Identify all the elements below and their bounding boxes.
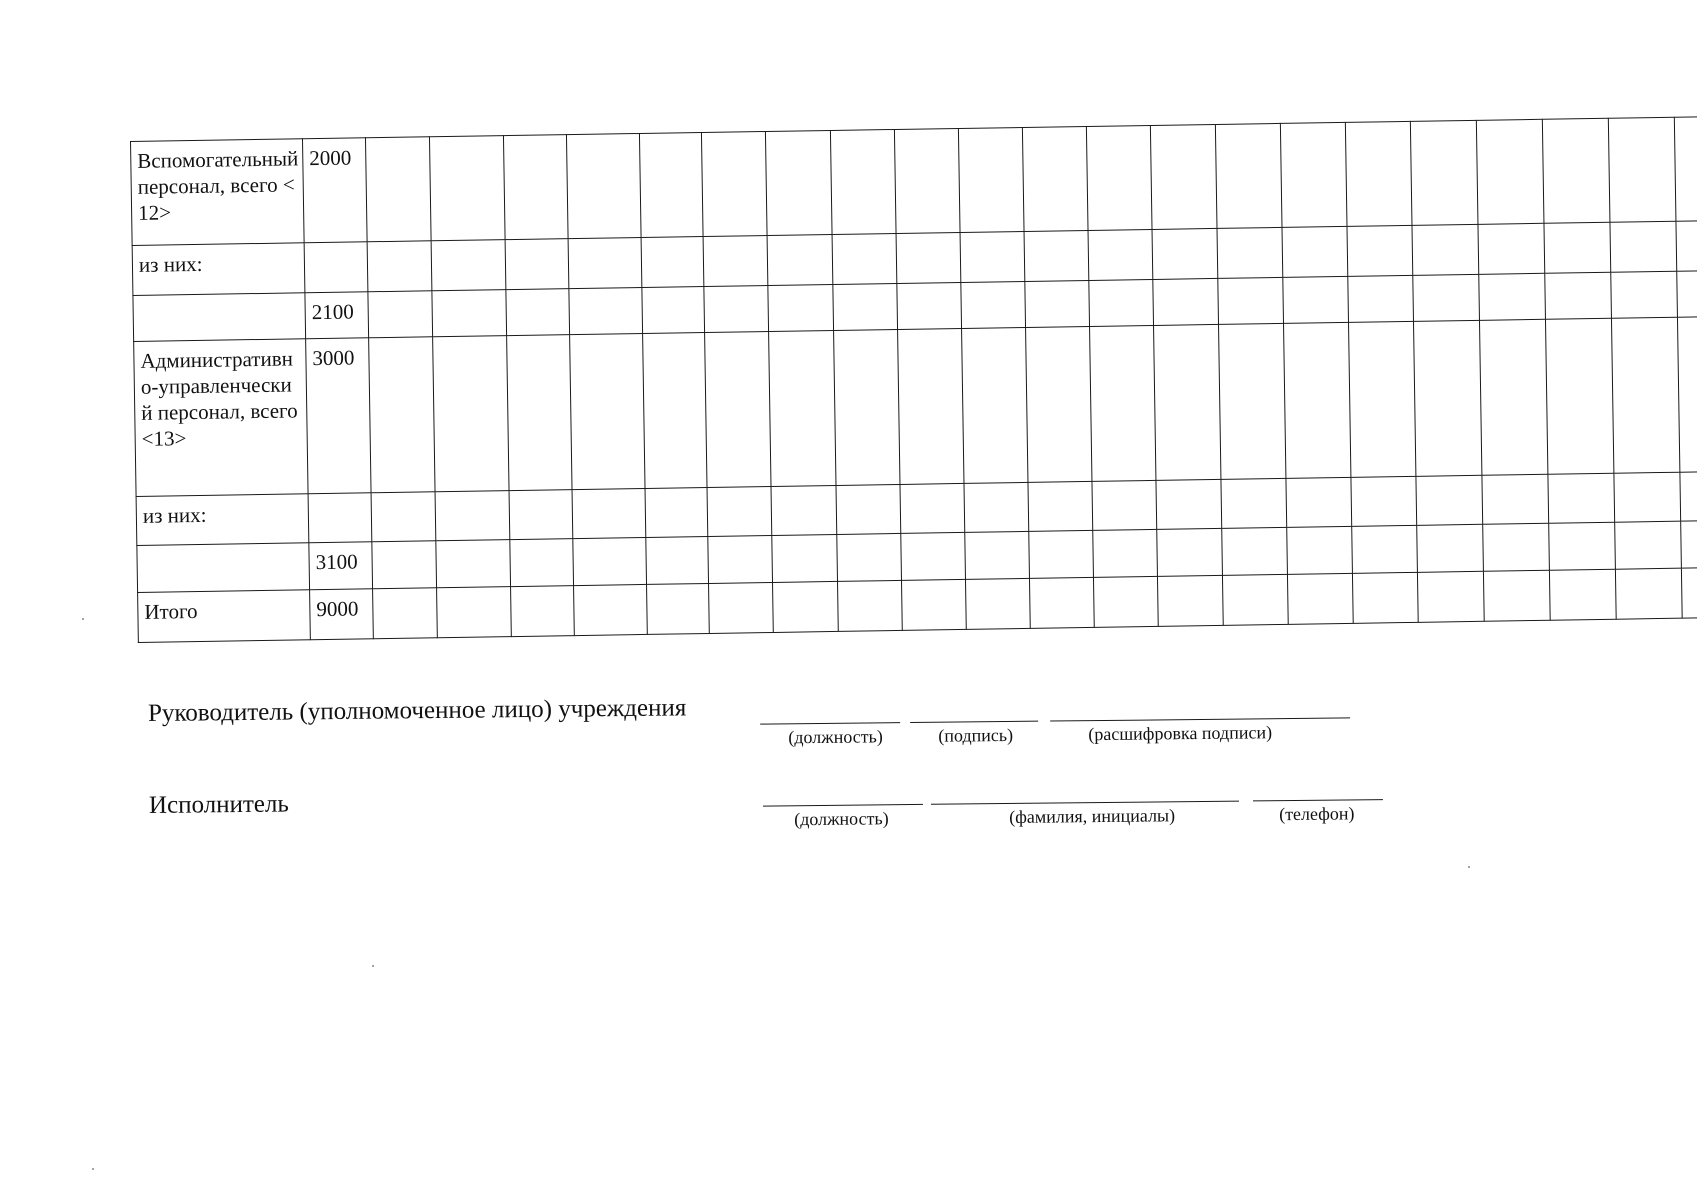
empty-data-cell[interactable] <box>1476 119 1544 224</box>
empty-data-cell[interactable] <box>433 336 509 492</box>
empty-data-cell[interactable] <box>1348 321 1415 477</box>
empty-data-cell[interactable] <box>896 232 961 283</box>
empty-data-cell[interactable] <box>505 239 569 290</box>
empty-data-cell[interactable] <box>1549 522 1616 570</box>
empty-data-cell[interactable] <box>437 587 512 638</box>
row-name-cell <box>131 139 305 246</box>
empty-data-cell[interactable] <box>367 241 432 292</box>
empty-data-cell[interactable] <box>838 580 903 631</box>
empty-data-cell[interactable] <box>1614 472 1681 522</box>
empty-data-cell[interactable] <box>372 541 437 589</box>
empty-data-cell[interactable] <box>574 584 648 635</box>
row-name-text <box>143 549 304 552</box>
empty-data-cell[interactable] <box>1024 230 1089 281</box>
empty-data-cell[interactable] <box>1150 124 1217 229</box>
empty-data-cell[interactable] <box>834 329 900 485</box>
empty-data-cell[interactable] <box>1611 271 1678 318</box>
empty-data-cell[interactable] <box>830 129 896 234</box>
row-code-text <box>311 248 363 249</box>
empty-data-cell[interactable] <box>1677 270 1697 317</box>
empty-data-cell[interactable] <box>1410 120 1478 225</box>
empty-data-cell[interactable] <box>898 328 964 484</box>
empty-data-cell[interactable] <box>709 582 774 633</box>
empty-data-cell[interactable] <box>568 237 642 288</box>
empty-data-cell[interactable] <box>1352 572 1418 623</box>
empty-data-cell[interactable] <box>431 240 506 291</box>
empty-data-cell[interactable] <box>703 236 768 287</box>
head-signature-title: Руководитель (уполномоченное лицо) учреждения <box>147 694 687 727</box>
scan-speck <box>372 965 374 967</box>
empty-data-cell[interactable] <box>1287 526 1353 574</box>
row-code-cell <box>305 292 369 339</box>
empty-data-cell[interactable] <box>639 133 703 238</box>
empty-data-cell[interactable] <box>1282 226 1348 277</box>
empty-data-cell[interactable] <box>511 586 575 637</box>
empty-data-cell[interactable] <box>1287 573 1353 624</box>
head-position-caption: (должность) <box>788 726 883 748</box>
row-code-text: 3100 <box>315 549 358 575</box>
empty-data-cell[interactable] <box>572 488 646 538</box>
empty-data-cell[interactable] <box>1284 322 1351 478</box>
empty-data-cell[interactable] <box>1154 324 1221 480</box>
row-name-cell <box>137 543 310 593</box>
executor-phone-line[interactable] <box>1253 799 1383 801</box>
row-code-cell <box>308 493 372 543</box>
empty-data-cell[interactable] <box>1093 576 1158 627</box>
empty-data-cell[interactable] <box>1090 325 1156 481</box>
empty-data-cell[interactable] <box>769 330 836 486</box>
empty-data-cell[interactable] <box>901 532 966 580</box>
empty-data-cell[interactable] <box>773 581 839 632</box>
empty-data-cell[interactable] <box>503 135 568 240</box>
empty-data-cell[interactable] <box>1215 123 1282 228</box>
empty-data-cell[interactable] <box>1029 530 1094 578</box>
empty-data-cell[interactable] <box>506 289 570 336</box>
row-name-text: Административно-управленческий персонал, всего <13> <box>140 346 298 451</box>
empty-data-cell[interactable] <box>371 492 436 542</box>
empty-data-cell[interactable] <box>1680 471 1697 521</box>
row-code-cell <box>309 542 373 590</box>
empty-data-cell[interactable] <box>1088 229 1153 280</box>
empty-data-cell[interactable] <box>1029 577 1094 628</box>
empty-data-cell[interactable] <box>768 284 834 331</box>
empty-data-cell[interactable] <box>1345 121 1412 226</box>
empty-data-cell[interactable] <box>833 283 898 330</box>
empty-data-cell[interactable] <box>1026 326 1092 482</box>
empty-data-cell[interactable] <box>1417 524 1484 572</box>
empty-data-cell[interactable] <box>962 327 1028 483</box>
empty-data-cell[interactable] <box>765 130 832 235</box>
empty-data-cell[interactable] <box>897 282 962 329</box>
empty-data-cell[interactable] <box>1157 528 1223 576</box>
row-name-cell <box>136 494 309 546</box>
empty-data-cell[interactable] <box>837 533 902 581</box>
row-code-text: 3000 <box>312 345 355 371</box>
empty-data-cell[interactable] <box>573 537 647 585</box>
empty-data-cell[interactable] <box>1217 227 1283 278</box>
empty-data-cell[interactable] <box>832 233 897 284</box>
empty-data-cell[interactable] <box>1549 569 1616 620</box>
executor-title: Исполнитель <box>148 790 289 819</box>
empty-data-cell[interactable] <box>642 287 705 334</box>
executor-phone-caption: (телефон) <box>1279 803 1355 825</box>
empty-data-cell[interactable] <box>1479 273 1546 320</box>
empty-data-cell[interactable] <box>1280 122 1347 227</box>
staff-table-container <box>130 116 1697 643</box>
empty-data-cell[interactable] <box>1093 529 1158 577</box>
empty-data-cell[interactable] <box>1545 318 1613 474</box>
empty-data-cell[interactable] <box>701 132 767 237</box>
empty-data-cell[interactable] <box>772 534 838 582</box>
empty-data-cell[interactable] <box>1157 575 1223 626</box>
empty-data-cell[interactable] <box>1156 479 1222 529</box>
empty-data-cell[interactable] <box>1545 272 1612 319</box>
empty-data-cell[interactable] <box>836 484 901 534</box>
empty-data-cell[interactable] <box>509 490 573 540</box>
empty-data-cell[interactable] <box>1092 480 1157 530</box>
row-code-text: 9000 <box>316 596 359 622</box>
empty-data-cell[interactable] <box>1478 223 1545 274</box>
empty-data-cell[interactable] <box>1483 523 1550 571</box>
empty-data-cell[interactable] <box>1417 571 1484 622</box>
empty-data-cell[interactable] <box>1022 126 1088 231</box>
empty-data-cell[interactable] <box>1222 527 1288 575</box>
empty-data-cell[interactable] <box>894 128 960 233</box>
empty-data-cell[interactable] <box>368 291 433 338</box>
empty-data-cell[interactable] <box>643 332 707 488</box>
empty-data-cell[interactable] <box>1615 568 1682 619</box>
empty-data-cell[interactable] <box>645 487 708 537</box>
empty-data-cell[interactable] <box>1608 117 1676 222</box>
empty-data-cell[interactable] <box>432 290 507 337</box>
empty-data-cell[interactable] <box>705 331 771 487</box>
empty-data-cell[interactable] <box>510 539 574 587</box>
scan-speck <box>82 618 84 620</box>
empty-data-cell[interactable] <box>771 485 837 535</box>
empty-data-cell[interactable] <box>435 491 510 541</box>
signature-block <box>147 694 1449 852</box>
empty-data-cell[interactable] <box>647 583 710 634</box>
empty-data-cell[interactable] <box>1674 116 1697 221</box>
empty-data-cell[interactable] <box>373 588 438 639</box>
row-name-text: Итого <box>144 598 198 624</box>
empty-data-cell[interactable] <box>369 337 435 493</box>
empty-data-cell[interactable] <box>1413 320 1481 476</box>
empty-data-cell[interactable] <box>436 540 511 588</box>
empty-data-cell[interactable] <box>767 234 833 285</box>
empty-data-cell[interactable] <box>1351 476 1417 526</box>
empty-data-cell[interactable] <box>1479 319 1547 475</box>
row-name-cell <box>132 243 305 296</box>
empty-data-cell[interactable] <box>1483 570 1550 621</box>
row-code-cell <box>302 138 367 243</box>
empty-data-cell[interactable] <box>965 531 1030 579</box>
empty-data-cell[interactable] <box>1218 277 1284 324</box>
row-name-text: Вспомогательный персонал, всего <12> <box>137 146 299 225</box>
empty-data-cell[interactable] <box>570 333 645 489</box>
empty-data-cell[interactable] <box>1482 474 1549 524</box>
empty-data-cell[interactable] <box>1089 279 1154 326</box>
row-name-cell <box>134 339 308 497</box>
empty-data-cell[interactable] <box>1221 478 1287 528</box>
row-code-text <box>315 499 367 500</box>
row-name-cell <box>133 293 306 342</box>
row-code-cell <box>310 589 374 640</box>
empty-data-cell[interactable] <box>429 136 505 241</box>
empty-data-cell[interactable] <box>901 579 966 630</box>
row-code-cell <box>306 338 371 494</box>
empty-data-cell[interactable] <box>1542 118 1610 223</box>
table-row <box>134 316 1697 496</box>
empty-data-cell[interactable] <box>1681 567 1697 618</box>
empty-data-cell[interactable] <box>1611 317 1679 473</box>
empty-data-cell[interactable] <box>1412 224 1479 275</box>
empty-data-cell[interactable] <box>1610 221 1677 272</box>
empty-data-cell[interactable] <box>958 127 1024 232</box>
empty-data-cell[interactable] <box>1222 574 1288 625</box>
scan-speck <box>1468 866 1470 868</box>
empty-data-cell[interactable] <box>1681 520 1697 568</box>
row-code-cell <box>304 242 368 293</box>
staff-table <box>130 116 1697 643</box>
empty-data-cell[interactable] <box>1548 473 1615 523</box>
head-position-line[interactable] <box>760 722 900 724</box>
executor-name-line[interactable] <box>931 801 1239 805</box>
empty-data-cell[interactable] <box>1219 323 1286 479</box>
empty-data-cell[interactable] <box>960 231 1025 282</box>
row-code-text: 2100 <box>311 299 354 325</box>
row-name-text: из них: <box>142 502 207 528</box>
row-name-text <box>140 299 301 302</box>
empty-data-cell[interactable] <box>961 281 1026 328</box>
empty-data-cell[interactable] <box>900 483 965 533</box>
empty-data-cell[interactable] <box>965 578 1030 629</box>
head-signature-decoding-line[interactable] <box>1050 717 1350 721</box>
executor-name-caption: (фамилия, инициалы) <box>1009 805 1176 827</box>
empty-data-cell[interactable] <box>1283 276 1349 323</box>
empty-data-cell[interactable] <box>569 287 643 334</box>
empty-data-cell[interactable] <box>1153 278 1219 325</box>
empty-data-cell[interactable] <box>1086 125 1152 230</box>
empty-data-cell[interactable] <box>964 482 1029 532</box>
empty-data-cell[interactable] <box>1544 222 1611 273</box>
empty-data-cell[interactable] <box>646 536 709 584</box>
empty-data-cell[interactable] <box>365 137 431 242</box>
head-signature-decoding-caption: (расшифровка подписи) <box>1088 722 1273 745</box>
empty-data-cell[interactable] <box>1352 525 1418 573</box>
empty-data-cell[interactable] <box>704 285 769 332</box>
empty-data-cell[interactable] <box>1348 275 1414 322</box>
empty-data-cell[interactable] <box>1152 228 1218 279</box>
empty-data-cell[interactable] <box>507 335 572 491</box>
row-name-text: из них: <box>138 251 203 277</box>
row-name-cell <box>138 590 311 643</box>
scan-speck <box>92 1168 94 1170</box>
head-signature-line[interactable] <box>910 721 1038 723</box>
empty-data-cell[interactable] <box>707 486 772 536</box>
empty-data-cell[interactable] <box>1025 280 1090 327</box>
head-signature-caption: (подпись) <box>938 724 1014 746</box>
empty-data-cell[interactable] <box>1615 521 1682 569</box>
executor-position-caption: (должность) <box>794 808 889 830</box>
executor-position-line[interactable] <box>763 804 923 807</box>
empty-data-cell[interactable] <box>1416 475 1483 525</box>
empty-data-cell[interactable] <box>1676 220 1697 271</box>
empty-data-cell[interactable] <box>1677 316 1697 472</box>
empty-data-cell[interactable] <box>566 133 641 238</box>
empty-data-cell[interactable] <box>1286 477 1352 527</box>
empty-data-cell[interactable] <box>708 535 773 583</box>
empty-data-cell[interactable] <box>1413 274 1480 321</box>
empty-data-cell[interactable] <box>1028 481 1093 531</box>
empty-data-cell[interactable] <box>641 237 704 288</box>
row-code-text: 2000 <box>309 145 352 171</box>
empty-data-cell[interactable] <box>1347 225 1413 276</box>
